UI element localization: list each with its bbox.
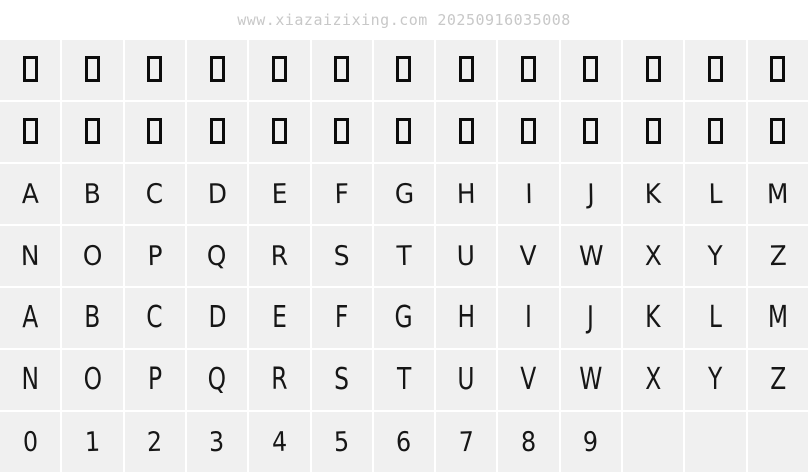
glyph-cell [685, 226, 745, 286]
glyph-char: M [767, 300, 788, 335]
glyph-cell [62, 412, 122, 472]
glyph-char: 1 [84, 426, 101, 458]
glyph-cell [249, 412, 309, 472]
missing-glyph-box [646, 56, 661, 82]
glyph-cell [62, 102, 122, 162]
glyph-char: G [394, 178, 414, 210]
glyph-cell [0, 164, 60, 224]
glyph-char: P [147, 240, 163, 272]
glyph-cell [0, 288, 60, 348]
glyph-char: R [271, 362, 288, 397]
glyph-cell [498, 288, 558, 348]
glyph-char: H [457, 300, 476, 335]
glyph-cell [374, 40, 434, 100]
glyph-char: C [145, 178, 164, 210]
glyph-cell [187, 226, 247, 286]
glyph-char: U [457, 362, 475, 397]
glyph-cell [125, 40, 185, 100]
missing-glyph-box [272, 118, 287, 144]
glyph-char: O [83, 362, 102, 397]
glyph-char: S [333, 240, 350, 272]
missing-glyph-box [147, 56, 162, 82]
glyph-char: 0 [22, 426, 39, 458]
missing-glyph-box [85, 56, 100, 82]
missing-glyph-box [459, 118, 474, 144]
glyph-cell [312, 412, 372, 472]
glyph-cell [62, 40, 122, 100]
glyph-char: F [334, 300, 349, 335]
glyph-char: V [520, 362, 537, 397]
glyph-cell [623, 164, 683, 224]
glyph-char: A [22, 300, 39, 335]
glyph-cell [249, 288, 309, 348]
glyph-char: Q [207, 240, 228, 272]
glyph-char: Z [769, 362, 786, 397]
glyph-cell [187, 412, 247, 472]
glyph-cell [187, 102, 247, 162]
glyph-cell [125, 102, 185, 162]
glyph-char: F [334, 178, 350, 210]
glyph-char: W [579, 362, 603, 397]
missing-glyph-box [708, 118, 723, 144]
glyph-char: K [644, 178, 662, 210]
glyph-cell [374, 350, 434, 410]
glyph-char: E [271, 300, 287, 335]
glyph-char: Z [769, 240, 787, 272]
glyph-cell [498, 412, 558, 472]
glyph-cell [187, 288, 247, 348]
glyph-cell [623, 102, 683, 162]
glyph-char: Y [707, 240, 724, 272]
glyph-char: X [645, 362, 662, 397]
glyph-cell [125, 226, 185, 286]
glyph-cell [685, 164, 745, 224]
glyph-char: J [587, 300, 595, 335]
glyph-char: D [208, 300, 227, 335]
glyph-cell [561, 226, 621, 286]
glyph-cell [748, 40, 808, 100]
glyph-char: T [396, 362, 412, 397]
glyph-char: U [456, 240, 476, 272]
glyph-cell [312, 288, 372, 348]
glyph-char: Q [207, 362, 227, 397]
glyph-cell [498, 102, 558, 162]
glyph-char: G [394, 300, 414, 335]
glyph-cell [623, 350, 683, 410]
glyph-cell [436, 350, 496, 410]
missing-glyph-box [646, 118, 661, 144]
glyph-char: B [83, 178, 102, 210]
glyph-char: J [586, 178, 595, 210]
glyph-cell [498, 226, 558, 286]
glyph-grid [0, 40, 808, 472]
missing-glyph-box [23, 118, 38, 144]
missing-glyph-box [334, 118, 349, 144]
glyph-cell [436, 288, 496, 348]
glyph-cell [748, 350, 808, 410]
missing-glyph-box [334, 56, 349, 82]
glyph-cell [0, 226, 60, 286]
glyph-cell [685, 288, 745, 348]
glyph-cell [748, 226, 808, 286]
glyph-cell [623, 40, 683, 100]
glyph-cell [436, 40, 496, 100]
glyph-cell [561, 164, 621, 224]
glyph-cell [561, 102, 621, 162]
missing-glyph-box [708, 56, 723, 82]
glyph-char: K [645, 300, 661, 335]
glyph-cell [498, 350, 558, 410]
glyph-cell [685, 412, 745, 472]
glyph-cell [685, 350, 745, 410]
glyph-cell [187, 350, 247, 410]
glyph-cell [62, 288, 122, 348]
glyph-cell [125, 164, 185, 224]
glyph-cell [623, 288, 683, 348]
glyph-char: V [519, 240, 538, 272]
glyph-cell [374, 164, 434, 224]
missing-glyph-box [770, 118, 785, 144]
glyph-char: I [524, 178, 533, 210]
glyph-char: M [766, 178, 789, 210]
glyph-cell [748, 102, 808, 162]
glyph-cell [249, 164, 309, 224]
glyph-char: E [271, 178, 288, 210]
glyph-cell [125, 412, 185, 472]
glyph-cell [436, 226, 496, 286]
glyph-char: W [578, 240, 604, 272]
glyph-cell [436, 102, 496, 162]
glyph-char: B [84, 300, 101, 335]
glyph-cell [436, 164, 496, 224]
glyph-cell [561, 350, 621, 410]
glyph-cell [623, 226, 683, 286]
glyph-char: T [396, 240, 412, 272]
glyph-cell [125, 288, 185, 348]
glyph-cell [748, 288, 808, 348]
glyph-char: 3 [209, 426, 226, 458]
glyph-char: 4 [271, 426, 288, 458]
glyph-char: D [207, 178, 227, 210]
glyph-char: P [147, 362, 162, 397]
glyph-cell [312, 40, 372, 100]
glyph-cell [561, 288, 621, 348]
glyph-char: 6 [395, 426, 413, 458]
glyph-char: 2 [146, 426, 163, 458]
glyph-cell [249, 102, 309, 162]
glyph-cell [374, 412, 434, 472]
glyph-char: H [456, 178, 476, 210]
missing-glyph-box [396, 118, 411, 144]
glyph-cell [312, 226, 372, 286]
glyph-cell [685, 102, 745, 162]
glyph-char: S [334, 362, 350, 397]
glyph-cell [62, 226, 122, 286]
glyph-char: L [708, 178, 723, 210]
missing-glyph-box [770, 56, 785, 82]
glyph-cell [62, 164, 122, 224]
glyph-char: L [709, 300, 723, 335]
glyph-char: 8 [520, 426, 537, 458]
glyph-char: 5 [333, 426, 350, 458]
glyph-cell [685, 40, 745, 100]
glyph-cell [561, 412, 621, 472]
glyph-cell [0, 102, 60, 162]
missing-glyph-box [23, 56, 38, 82]
glyph-cell [436, 412, 496, 472]
glyph-char: A [21, 178, 39, 210]
missing-glyph-box [272, 56, 287, 82]
missing-glyph-box [521, 56, 536, 82]
missing-glyph-box [85, 118, 100, 144]
glyph-cell [0, 412, 60, 472]
missing-glyph-box [583, 118, 598, 144]
watermark-text: www.xiazaizixing.com 20250916035008 [237, 11, 571, 29]
missing-glyph-box [583, 56, 598, 82]
missing-glyph-box [459, 56, 474, 82]
missing-glyph-box [521, 118, 536, 144]
glyph-cell [498, 40, 558, 100]
glyph-cell [62, 350, 122, 410]
glyph-cell [312, 164, 372, 224]
glyph-char: Y [708, 362, 723, 397]
glyph-cell [498, 164, 558, 224]
glyph-cell [0, 40, 60, 100]
glyph-char: C [146, 300, 163, 335]
glyph-char: I [525, 300, 533, 335]
glyph-cell [374, 226, 434, 286]
glyph-cell [249, 350, 309, 410]
glyph-cell [187, 40, 247, 100]
glyph-cell [249, 40, 309, 100]
glyph-cell [748, 412, 808, 472]
glyph-cell [125, 350, 185, 410]
glyph-cell [312, 350, 372, 410]
glyph-cell [561, 40, 621, 100]
glyph-cell [312, 102, 372, 162]
glyph-char: 9 [582, 426, 599, 458]
glyph-cell [623, 412, 683, 472]
glyph-cell [249, 226, 309, 286]
glyph-cell [187, 164, 247, 224]
missing-glyph-box [396, 56, 411, 82]
missing-glyph-box [147, 118, 162, 144]
glyph-char: 7 [458, 426, 475, 458]
glyph-cell [0, 350, 60, 410]
glyph-cell [374, 102, 434, 162]
glyph-char: X [644, 240, 662, 272]
missing-glyph-box [210, 118, 225, 144]
missing-glyph-box [210, 56, 225, 82]
glyph-char: O [82, 240, 103, 272]
glyph-cell [374, 288, 434, 348]
glyph-char: N [21, 362, 39, 397]
glyph-cell [748, 164, 808, 224]
glyph-char: N [20, 240, 40, 272]
glyph-char: R [270, 240, 289, 272]
